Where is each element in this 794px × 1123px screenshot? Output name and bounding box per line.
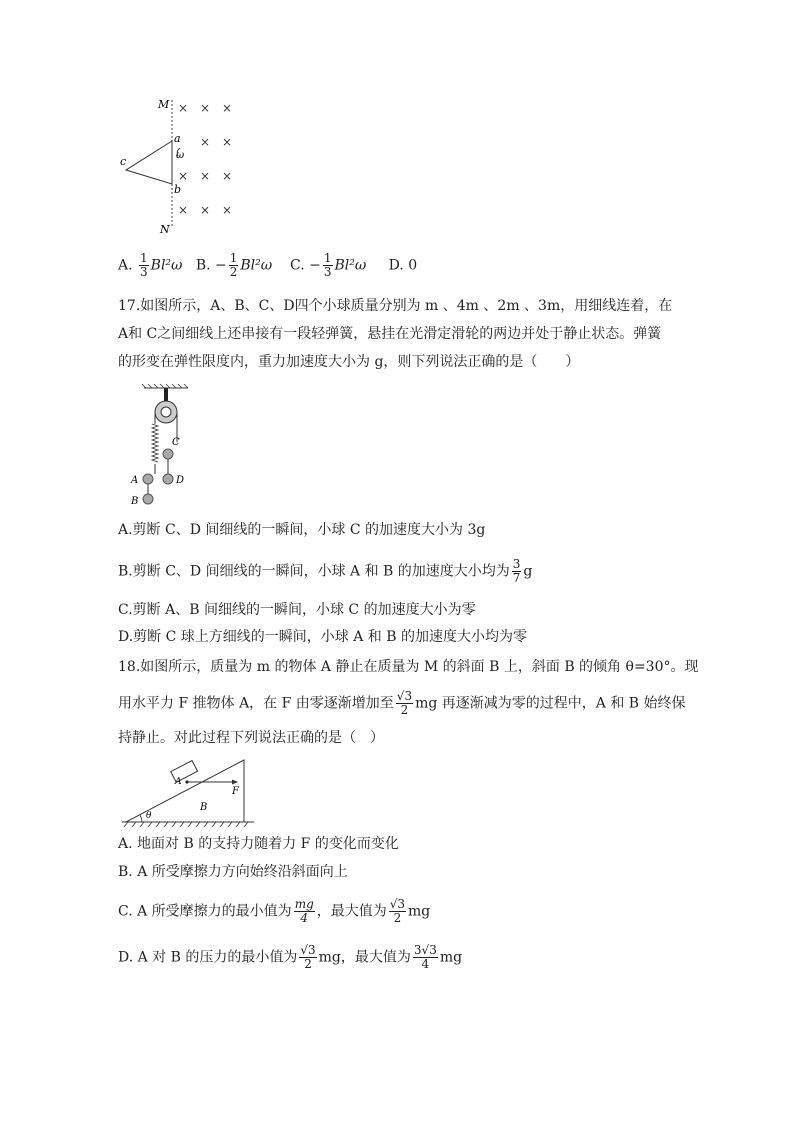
svg-text:×: × <box>222 101 233 115</box>
svg-text:C: C <box>172 437 180 448</box>
ball-D <box>163 474 173 484</box>
q17-option-D: D.剪断 C 球上方细线的一瞬间，小球 A 和 B 的加速度大小均为零 <box>118 629 527 645</box>
ball-C <box>163 449 173 459</box>
svg-text:A: A <box>131 475 139 486</box>
label-b: b <box>174 183 182 196</box>
svg-text:×: × <box>178 203 189 217</box>
ball-B <box>143 494 153 504</box>
q16-options: A. $\frac{1}{3}$ Bl²ω B. − $\frac{1}{2}$ Bl²ω C. − $\frac{1}{3}$ Bl²ω D. 0 <box>118 251 418 279</box>
svg-text:F: F <box>232 786 239 797</box>
q17-option-A: A.剪断 C、D 间细线的一瞬间，小球 C 的加速度大小为 3g <box>118 522 486 538</box>
svg-text:×: × <box>200 169 211 183</box>
svg-text:×: × <box>200 135 211 149</box>
q18-option-A: A. 地面对 B 的支持力随着力 F 的变化而变化 <box>118 836 399 852</box>
svg-text:B: B <box>131 496 139 507</box>
q18-option-C: C. A 所受摩擦力的最小值为 $\frac{mg}{4}$ ，最大值为 $\frac{√3}{2}$ mg <box>118 897 431 925</box>
magnetic-field-crosses <box>178 101 232 217</box>
svg-text:θ: θ <box>146 811 152 821</box>
svg-text:D: D <box>176 475 185 486</box>
svg-text:×: × <box>200 101 211 115</box>
q17-stem-line2: A和 C之间细线上还串接有一段轻弹簧，悬挂在光滑定滑轮的两边并处于静止状态。弹簧 <box>118 326 662 342</box>
q17-option-B: B.剪断 C、D 间细线的一瞬间，小球 A 和 B 的加速度大小均为 $\frac{3}{7}$ g <box>118 557 533 585</box>
label-a: a <box>174 132 181 145</box>
label-c: c <box>120 155 127 168</box>
svg-text:A: A <box>175 777 182 787</box>
svg-text:×: × <box>222 135 233 149</box>
q17-stem-line3: 的形变在弹性限度内，重力加速度大小为 g，则下列说法正确的是（ ） <box>118 354 580 370</box>
q18-option-D: D. A 对 B 的压力的最小值为 $\frac{√3}{2}$ mg，最大值为 $\frac{3√3}{4}$ mg <box>118 943 463 971</box>
q17-figure <box>126 382 206 510</box>
label-M: M <box>158 98 170 111</box>
label-N: N <box>160 223 170 236</box>
q18-stem-line1: 18.如图所示，质量为 m 的物体 A 静止在质量为 M 的斜面 B 上，斜面 B 的倾角 θ=30°。现 <box>118 659 699 675</box>
svg-text:×: × <box>178 169 189 183</box>
q18-stem-line3: 持静止。对此过程下列说法正确的是（ ） <box>118 730 384 746</box>
q17-option-C: C.剪断 A、B 间细线的一瞬间，小球 C 的加速度大小为零 <box>118 602 476 618</box>
q16-figure <box>110 92 250 242</box>
q17-stem-line1: 17.如图所示，A、B、C、D四个小球质量分别为 m 、4m 、2m 、3m，用细线连着，在 <box>118 298 673 314</box>
q18-option-B: B. A 所受摩擦力方向始终沿斜面向上 <box>118 864 348 880</box>
svg-text:×: × <box>178 101 189 115</box>
q18-stem-line2: 用水平力 F 推物体 A，在 F 由零逐渐增加至 $\frac{√3}{2}$ mg 再逐渐减为零的过程中，A 和 B 始终保 <box>118 689 686 717</box>
ball-A <box>143 474 153 484</box>
svg-text:×: × <box>222 203 233 217</box>
svg-text:×: × <box>200 203 211 217</box>
q18-figure <box>120 752 260 828</box>
svg-text:×: × <box>222 169 233 183</box>
svg-text:B: B <box>200 802 208 813</box>
label-omega: ω <box>176 150 185 161</box>
